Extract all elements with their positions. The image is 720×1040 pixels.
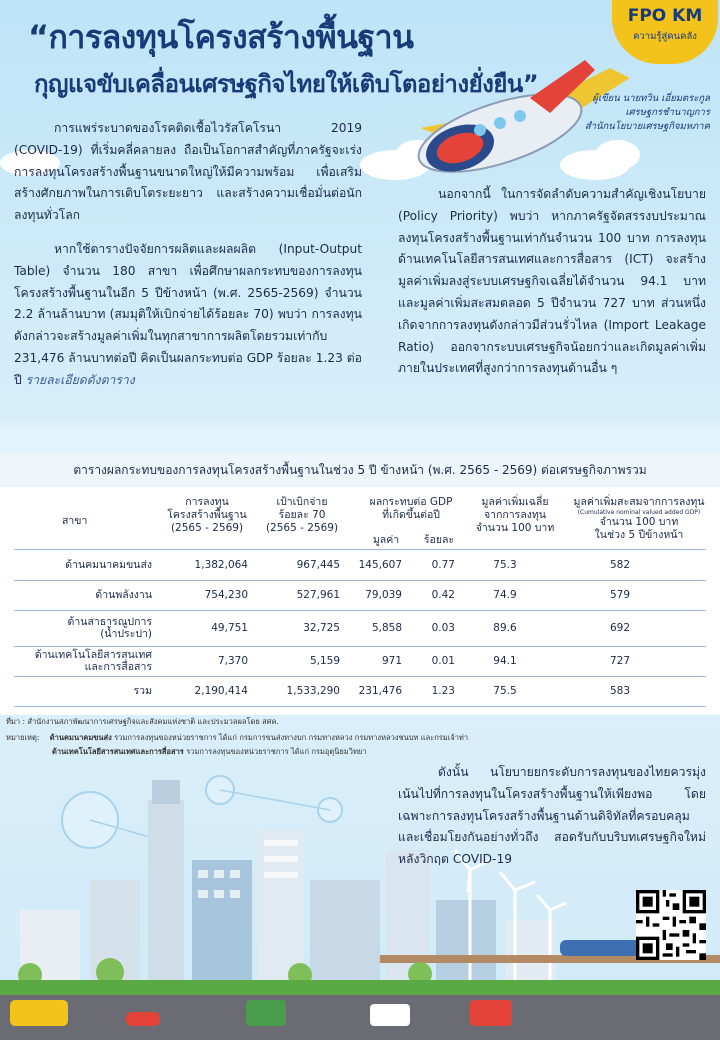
avg-cell: 75.3	[493, 559, 517, 571]
conclusion-text	[398, 762, 706, 871]
table-total-row	[14, 676, 706, 707]
see-table-note: รายละเอียดดังตาราง	[25, 372, 135, 387]
header-gdp-pct: ร้อยละ	[423, 534, 455, 546]
pct-cell: 0.03	[431, 622, 455, 634]
value-cell: 231,476	[358, 685, 402, 697]
table-row	[14, 580, 706, 611]
sector-cell: ด้านคมนาคมขนส่ง	[65, 559, 152, 571]
invest-cell: 754,230	[204, 589, 248, 601]
table-row	[14, 610, 706, 647]
header-cum-sub: จำนวน 100 บาท ในช่วง 5 ปีข้างหน้า	[594, 516, 684, 541]
invest-cell: 49,751	[211, 622, 248, 634]
paragraph-io-text: หากใช้ตารางปัจจัยการผลิตและผลผลิต (Input-Output Table) จำนวน 180 สาขา เพื่อศึกษาผลกระทบของการลงทุนโครงสร้างพื้นฐานในอีก 5 ปีข้างหน้า (พ.ศ. 2565-2569) จำนวน 2.2 ล้านล้านบาท (สมมุติให้เบิกจ่ายได้ร้อยละ 70) พบว่า การลงทุนดังกล่าวจะสร้างมูลค่าเพิ่มในทุกสาขาการผลิตโดยรวมเท่ากับ 231,476 ล้านบาทต่อปี คิดเป็นผลกระทบต่อ GDP ร้อยละ 1.23 ต่อปี	[14, 241, 362, 387]
header-cum-small: (Cumulative nominal valued added GDP)	[577, 509, 701, 516]
fpo-km-badge	[612, 0, 718, 64]
avg-cell: 75.5	[493, 685, 517, 697]
author-name: ผู้เขียน นายทวิน เอี่ยมตระกูล	[592, 93, 710, 104]
value-cell: 145,607	[358, 559, 402, 571]
cum-cell: 692	[609, 622, 631, 634]
bus-icon	[10, 1000, 68, 1026]
paragraph-conclusion: ดังนั้น นโยบายยกระดับการลงทุนของไทยควรมุ่งเน้นไปที่การลงทุนในโครงสร้างพื้นฐานให้เพียงพอ โดยเฉพาะการลงทุนโครงสร้างพื้นฐานด้านดิจิทัลที่ครอบคลุมและเชื่อมโยงกันอย่างทั่วถึง สอดรับกับบริบทเศรษฐกิจใหม่หลังวิกฤต COVID-19	[398, 765, 706, 867]
table-note-1	[6, 732, 468, 744]
sector-cell: ด้านพลังงาน	[95, 589, 152, 601]
table-row	[14, 550, 706, 581]
pct-cell: 0.42	[431, 589, 455, 601]
table-note-2	[52, 746, 367, 758]
pct-cell: 0.77	[431, 559, 455, 571]
car-icon	[126, 1012, 160, 1026]
truck-icon	[246, 1000, 286, 1026]
cum-cell: 579	[609, 589, 631, 601]
invest-cell: 7,370	[217, 655, 248, 667]
header-target: เป้าเบิกจ่าย ร้อยละ 70 (2565 - 2569)	[265, 496, 339, 534]
cum-cell: 727	[609, 655, 631, 667]
road	[0, 995, 720, 1040]
target-cell: 967,445	[296, 559, 340, 571]
header-gdp-value: มูลค่า	[372, 534, 400, 546]
author-position: เศรษฐกรชำนาญการ	[625, 107, 710, 118]
target-cell: 527,961	[296, 589, 340, 601]
table-source: ที่มา : สำนักงานสภาพัฒนาการเศรษฐกิจและสังคมแห่งชาติ และประมวลผลโดย สศค.	[6, 717, 279, 726]
table-row	[14, 646, 706, 677]
header-cum-title: มูลค่าเพิ่มสะสมจากการลงทุน	[573, 496, 705, 508]
note-label: หมายเหตุ:	[6, 733, 40, 742]
paragraph-covid: การแพร่ระบาดของโรคติดเชื้อไวรัสโคโรนา 2019 (COVID-19) ที่เริ่มคลี่คลายลง ถือเป็นโอกาสสำคัญที่ภาครัฐจะเร่งการลงทุนโครงสร้างพื้นฐานขนาดใหญ่ให้มีความพร้อม เพื่อเสริมสร้างศักยภาพในการเติบโตระยะยาว และสร้างความเชื่อมั่นต่อนักลงทุนทั่วโลก	[14, 121, 362, 223]
target-cell: 1,533,290	[286, 685, 340, 697]
avg-cell: 94.1	[493, 655, 517, 667]
invest-cell: 2,190,414	[194, 685, 248, 697]
pct-cell: 0.01	[431, 655, 455, 667]
cum-cell: 583	[609, 685, 631, 697]
note2-bold: ด้านเทคโนโลยีสารสนเทศและการสื่อสาร	[52, 747, 184, 756]
left-column-text	[14, 118, 362, 392]
grass-strip	[0, 980, 720, 996]
value-cell: 5,858	[371, 622, 402, 634]
paragraph-policy-priority: นอกจากนี้ ในการจัดลำดับความสำคัญเชิงนโยบาย (Policy Priority) พบว่า หากภาครัฐจัดสรรงบประมาณลงทุนโครงสร้างพื้นฐานเท่ากันจำนวน 100 บาท การลงทุนด้านเทคโนโลยีสารสนเทศและการสื่อสาร (ICT) จะสร้างมูลค่าเพิ่มลงสู่ระบบเศรษฐกิจเฉลี่ยได้จำนวน 94.1 บาท และมูลค่าเพิ่มสะสมตลอด 5 ปีจำนวน 727 บาท ส่วนหนึ่งเกิดจากการลงทุนดังกล่าวมีส่วนรั่วไหล (Import Leakage Ratio) ออกจากระบบเศรษฐกิจน้อยกว่าและเกิดมูลค่าเพิ่มภายในประเทศที่สูงกว่าการลงทุนด้านอื่น ๆ	[398, 187, 706, 376]
paragraph-io-table	[14, 239, 362, 392]
qr-code-icon[interactable]	[636, 890, 706, 960]
avg-cell: 74.9	[493, 589, 517, 601]
target-cell: 5,159	[309, 655, 340, 667]
author-info	[585, 92, 710, 134]
note2-text: รวมการลงทุนของหน่วยราชการ ได้แก่ กรมอุตุนิยมวิทยา	[186, 747, 367, 756]
sector-cell: รวม	[133, 685, 152, 697]
table-title: ตารางผลกระทบของการลงทุนโครงสร้างพื้นฐานในช่วง 5 ปี ข้างหน้า (พ.ศ. 2565 - 2569) ต่อเศรษฐกิจภาพรวม	[0, 453, 720, 487]
header-cum	[566, 496, 712, 542]
sector-cell: ด้านเทคโนโลยีสารสนเทศ และการสื่อสาร	[34, 649, 152, 673]
cum-cell: 582	[609, 559, 631, 571]
target-cell: 32,725	[303, 622, 340, 634]
value-cell: 79,039	[365, 589, 402, 601]
header-avg: มูลค่าเพิ่มเฉลี่ย จากการลงทุน จำนวน 100 บาท	[475, 496, 555, 534]
note1-bold: ด้านคมนาคมขนส่ง	[49, 733, 112, 742]
truck-icon	[470, 1000, 512, 1026]
badge-sub: ความรู้สู่คนคลัง	[633, 31, 697, 42]
sector-cell: ด้านสาธารณูปการ (น้ำประปา)	[67, 616, 152, 640]
header-sector: สาขา	[62, 515, 88, 527]
van-icon	[370, 1004, 410, 1026]
author-office: สำนักนโยบายเศรษฐกิจมหภาค	[584, 121, 710, 132]
value-cell: 971	[381, 655, 402, 667]
note1-text: รวมการลงทุนของหน่วยราชการ ได้แก่ กรมการขนส่งทางบก กรมทางหลวง กรมทางหลวงชนบท และกรมเจ้าท่า	[114, 733, 469, 742]
badge-name: FPO KM	[627, 6, 703, 26]
page-title: “การลงทุนโครงสร้างพื้นฐาน	[28, 18, 414, 56]
page-subtitle: กุญแจขับเคลื่อนเศรษฐกิจไทยให้เติบโตอย่างยั่งยืน”	[34, 70, 539, 98]
invest-cell: 1,382,064	[194, 559, 248, 571]
header-invest: การลงทุน โครงสร้างพื้นฐาน (2565 - 2569)	[167, 496, 247, 534]
avg-cell: 89.6	[493, 622, 517, 634]
right-column-text	[398, 184, 706, 380]
pct-cell: 1.23	[431, 685, 455, 697]
header-gdp: ผลกระทบต่อ GDP ที่เกิดขึ้นต่อปี	[369, 496, 453, 521]
